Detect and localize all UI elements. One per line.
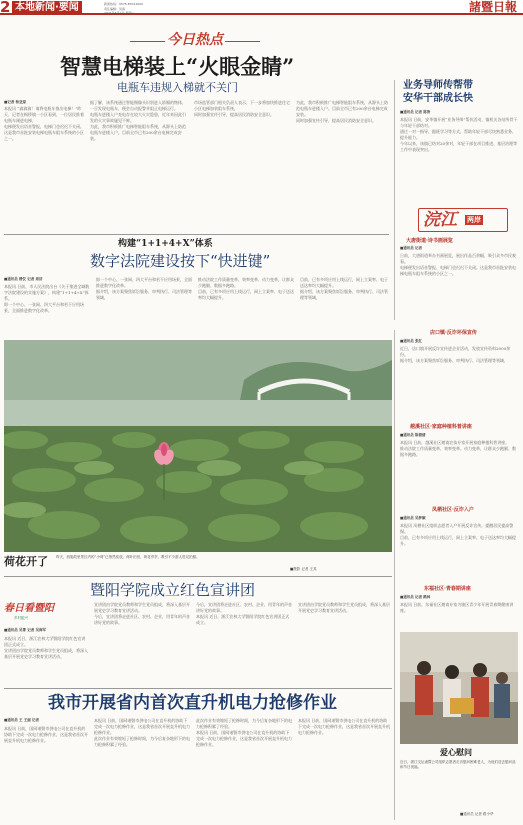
photo2-title: 爱心慰问 [440,747,472,757]
academy-logo [4,602,72,624]
column-item-3-title: 越溪社区·家庭种植科普讲座 [410,424,472,430]
sidebar-headline-2: 安华干部成长快 [403,93,473,104]
helicopter-col-4: 本报讯 日前，国网诸暨市供电公司在直升机的协助下完成一次电力抢修作业，这是我省首次开展直升机电力抢修作业。 [298,718,390,735]
sidebar-headline-1: 业务导师传帮带 [403,80,473,91]
helicopter-col-1: 本报讯 日前，国网诸暨市供电公司在直升机的协助下完成一次电力抢修作业，这是我省首次开展直升机电力抢修作业。 [4,726,88,743]
column-item-1-byline: ■通讯员 记者 [400,246,423,250]
volunteer-photo-image [400,632,518,744]
academy-col-2: 宣讲团由学院党员教师和学生党员组成，将深入基层开展党史学习教育宣讲活动。 今后，宣讲团将走进社区、农村、企业，用青年的声音讲好党的故事。 [94,602,190,625]
issue-date: 2021年6月1日 星期二 [104,11,135,15]
column-item-1-body: 日前，大唐街道举办书画展览，展出作品百余幅，吸引众多市民观看。 电梯便发出语音警报，电梯门也迟迟不关闭。这是我市首批安装电梯电瓶车阻车系统的小区之一。 [400,253,516,276]
column-logo-text: 浣江 [423,210,457,230]
academy-col-1: 本报讯 近日，浙江农林大学暨阳学院红色宣讲团正式成立。 宣讲团由学院党员教师和学生党员组成，将深入基层开展党史学习教育宣讲活动。 [4,636,88,659]
column-item-3-body: 本报讯 日前，越溪社区邀请农技专家开展家庭种植科普讲座。 推动法院工作质量变革、效率变革、动力变革，让群众少跑腿、数据多跑路。 [400,440,516,457]
academy-logo-sub: 乡村振兴 [14,616,28,620]
court-byline: ■通讯员 楼仪 记者 周洁 [4,277,43,281]
hotline: 新闻热线：0575-87021000 [104,2,143,6]
column-divider [394,330,395,820]
photo2-caption: 近日，浙江交运诸暨公司组织志愿者走访慰问困难老人，为他们送去慰问品和节日祝福。 [400,760,516,769]
section-divider [4,234,389,235]
court-col-3: 推动法院工作质量变革、效率变革、动力变革，让群众少跑腿、数据多跑路。 目前，已有多项应用上线运行，网上立案率、电子送达率均大幅提升。 [198,277,294,300]
helicopter-headline: 我市开展省内首次直升机电力抢修作业 [48,693,337,713]
column-item-5-title: 东福社区·青春期讲座 [424,586,471,592]
lead-headline: 智慧电梯装上“火眼金睛” [60,54,295,79]
column-item-4-body: 本报讯 凤栖社区组织志愿者入户开展反诈宣传，提醒居民提高警惕。 目前，已有多项应用上线运行，网上立案率、电子送达率均大幅提升。 [400,523,516,546]
column-item-1-title: 大唐街道·诗书画展览 [406,238,453,244]
court-col-2: 即一个中心、一张网、四大平台和若干应用场景，全面推进数字化改革。 据介绍，该方案聚焦诉讼服务、审判执行、司法管理等领域， [96,277,192,300]
column-item-4-title: 凤栖社区·反诈入户 [432,507,474,513]
lead-col-1: 本报讯 “滴滴滴！请将电瓶车推出电梯！”昨天，记者在枫桥镇一小区看到，一位居民推着电瓶车刚进电梯， 电梯便发出语音警报，电梯门也迟迟不关闭。这是我市首批安装电梯电瓶车阻车系统的小区之一。 [4,106,84,141]
lotus-photo-image [4,340,392,552]
academy-byline: ■通讯员 吴菁 记者 吴海军 [4,628,46,632]
lead-subhead: 电瓶车违规入梯就不关门 [117,81,238,94]
academy-logo-text: 春日看暨阳 [4,603,54,614]
court-col-4: 目前，已有多项应用上线运行，网上立案率、电子送达率均大幅提升。 据介绍，该方案聚焦诉讼服务、审判执行、司法管理等领域， [300,277,388,300]
court-kicker: 构建“1+1+4+X”体系 [118,239,213,249]
section-label: 本地新闻·要闻 [12,1,82,14]
academy-col-3: 今后，宣讲团将走进社区、农村、企业，用青年的声音讲好党的故事。 本报讯 近日，浙江农林大学暨阳学院红色宣讲团正式成立。 [196,602,292,625]
column-item-4-byline: ■通讯员 吴梦颖 [400,516,426,520]
column-item-5-body: 本报讯 日前，东福社区邀请专家为辖区青少年开展青春期健康讲座。 [400,602,514,613]
sidebar-byline: ■通讯员 记者 陈涛 [400,110,431,114]
masthead [0,0,523,15]
photo-credit: ■摄影 记者 王其 [290,567,317,571]
lead-col-3: 市场监管部门相关负责人表示，下一步将加快推进住宅小区电梯加装阻车系统， 同时加强宣传引导，提高居民消防安全意识。 [194,100,290,117]
page-editor: 责任编辑：吴春 [104,7,126,11]
helicopter-col-2: 本报讯 日前，国网诸暨市供电公司在直升机的协助下完成一次电力抢修作业，这是我省首次开展直升机电力抢修作业。 此次作业有效缩短了抢修时间，为今后复杂地形下的电力抢修积累了经验。 [94,718,190,747]
section-divider [4,576,392,577]
photo2-credit: ■通讯员 记者 路小华 [460,812,494,816]
photo-caption: 昨天，西施故里景区内的“小荷”已悄然绽放。荷叶田田，荷花亭亭，吸引不少游人驻足拍照。 [56,555,200,559]
column-item-2-body: 近日，店口镇开展反诈宣传进企业活动，发放宣传资料2000余份。 据介绍，该方案聚焦诉讼服务、审判执行、司法管理等领域， [400,346,511,363]
volunteer-photo [400,632,518,744]
kicker-banner [130,30,260,50]
court-col-1: 本报讯 日前，市人民法院出台《关于推进全域数字法院建设的实施方案》，构建“1+1+4+X”体系。 即一个中心、一张网、四大平台和若干应用场景，全面推进数字化改革。 [4,284,90,313]
lead-col-2: 据了解，该系统通过智能摄像头识别进入轿厢的物体，一旦发现电瓶车，便会自动报警并阻止电梯运行。 电瓶车进楼入户充电存在较大火灾隐患，近年来因此引发的火灾事故屡见不鲜。 为此，我市积极推广电梯智能阻车系统，从源头上防范电瓶车进楼入户。目前全市已有200余台电梯完成安装。 [90,100,186,141]
column-item-2-title: 店口镇·反诈坏保宣传 [430,330,477,336]
academy-headline: 暨阳学院成立红色宣讲团 [90,581,256,599]
column-item-3-byline: ■通讯员 陈倩倩 [400,433,426,437]
column-logo-suffix: 两岸 [467,216,481,224]
court-headline: 数字法院建设按下“快进键” [90,252,271,270]
helicopter-byline: ■通讯员 王 王丽 记者 [4,718,39,722]
column-item-2-byline: ■通讯员 张红 [400,339,423,343]
column-divider [394,80,395,320]
sidebar-body: 本报讯 日前，安华镇开展“业务导师”帮扶活动，镇机关各站所骨干与年轻干部结对。 通过一对一指导、跟班学习等方式，帮助年轻干部尽快熟悉业务、提升能力。 今年以来，该镇已结对20余对，年轻干部在项目推进、基层治理等工作中表现突出。 [400,117,518,152]
lead-col-4: 为此，我市积极推广电梯智能阻车系统，从源头上防范电瓶车进楼入户。目前全市已有200余台电梯完成安装。 同时加强宣传引导，提高居民消防安全意识。 [296,100,388,123]
column-logo [418,208,508,232]
newspaper-brand: 諸暨日報 [468,0,517,14]
kicker-text: 今日热点 [167,32,223,48]
section-divider [4,688,392,689]
lotus-photo [4,340,392,552]
column-item-5-byline: ■通讯员 记者 路林 [400,595,431,599]
page-number: 2 [0,0,11,16]
academy-col-4: 宣讲团由学院党员教师和学生党员组成，将深入基层开展党史学习教育宣讲活动。 [298,602,390,613]
helicopter-col-3: 此次作业有效缩短了抢修时间，为今后复杂地形下的电力抢修积累了经验。 本报讯 日前，国网诸暨市供电公司在直升机的协助下完成一次电力抢修作业，这是我省首次开展直升机电力抢修作业。 [196,718,292,747]
lead-byline: ■记者 杨亚琼 [4,100,27,104]
photo-title: 荷花开了 [4,555,48,568]
